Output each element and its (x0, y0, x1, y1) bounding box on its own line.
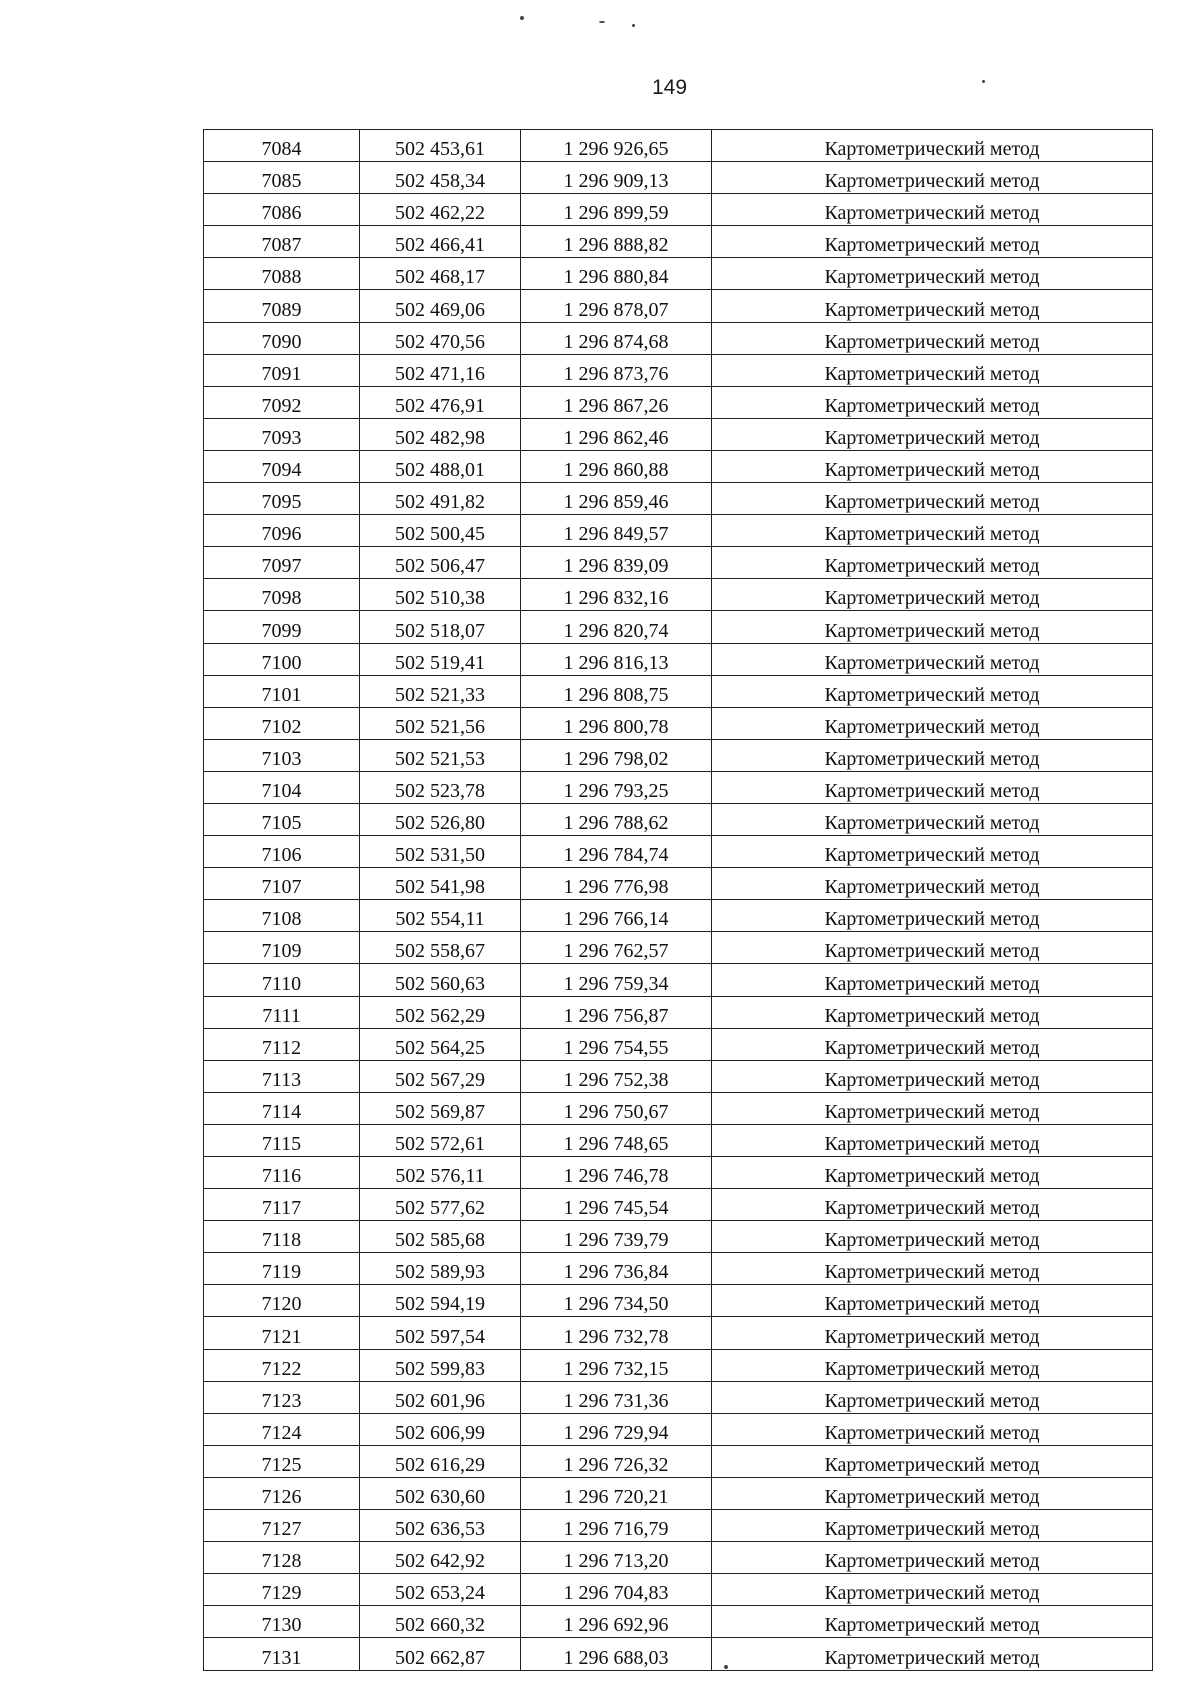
method-cell: Картометрический метод (712, 1060, 1153, 1092)
y-coordinate-cell: 1 296 726,32 (521, 1445, 712, 1477)
point-number-cell: 7104 (204, 771, 360, 803)
x-coordinate-cell: 502 523,78 (360, 771, 521, 803)
point-number-cell: 7097 (204, 547, 360, 579)
table-row (204, 1317, 1153, 1349)
table-row (204, 1221, 1153, 1253)
y-coordinate-cell: 1 296 899,59 (521, 194, 712, 226)
point-number-cell: 7120 (204, 1285, 360, 1317)
x-coordinate-cell: 502 560,63 (360, 964, 521, 996)
method-cell: Картометрический метод (712, 483, 1153, 515)
table-row (204, 1574, 1153, 1606)
method-cell: Картометрический метод (712, 1124, 1153, 1156)
y-coordinate-cell: 1 296 754,55 (521, 1028, 712, 1060)
x-coordinate-cell: 502 630,60 (360, 1477, 521, 1509)
method-cell: Картометрический метод (712, 996, 1153, 1028)
y-coordinate-cell: 1 296 756,87 (521, 996, 712, 1028)
method-cell: Картометрический метод (712, 1477, 1153, 1509)
method-cell: Картометрический метод (712, 1092, 1153, 1124)
point-number-cell: 7099 (204, 611, 360, 643)
table-row (204, 515, 1153, 547)
table-row (204, 1413, 1153, 1445)
method-cell: Картометрический метод (712, 611, 1153, 643)
method-cell: Картометрический метод (712, 579, 1153, 611)
method-cell: Картометрический метод (712, 836, 1153, 868)
x-coordinate-cell: 502 599,83 (360, 1349, 521, 1381)
table-row (204, 322, 1153, 354)
table-row (204, 1253, 1153, 1285)
x-coordinate-cell: 502 589,93 (360, 1253, 521, 1285)
y-coordinate-cell: 1 296 888,82 (521, 226, 712, 258)
point-number-cell: 7127 (204, 1510, 360, 1542)
y-coordinate-cell: 1 296 762,57 (521, 932, 712, 964)
point-number-cell: 7128 (204, 1542, 360, 1574)
x-coordinate-cell: 502 567,29 (360, 1060, 521, 1092)
table-row (204, 643, 1153, 675)
point-number-cell: 7114 (204, 1092, 360, 1124)
y-coordinate-cell: 1 296 860,88 (521, 450, 712, 482)
x-coordinate-cell: 502 653,24 (360, 1574, 521, 1606)
point-number-cell: 7108 (204, 900, 360, 932)
point-number-cell: 7111 (204, 996, 360, 1028)
method-cell: Картометрический метод (712, 162, 1153, 194)
x-coordinate-cell: 502 521,33 (360, 675, 521, 707)
point-number-cell: 7088 (204, 258, 360, 290)
x-coordinate-cell: 502 526,80 (360, 803, 521, 835)
method-cell: Картометрический метод (712, 739, 1153, 771)
point-number-cell: 7126 (204, 1477, 360, 1509)
point-number-cell: 7118 (204, 1221, 360, 1253)
y-coordinate-cell: 1 296 849,57 (521, 515, 712, 547)
method-cell: Картометрический метод (712, 450, 1153, 482)
y-coordinate-cell: 1 296 748,65 (521, 1124, 712, 1156)
y-coordinate-cell: 1 296 776,98 (521, 868, 712, 900)
point-number-cell: 7107 (204, 868, 360, 900)
x-coordinate-cell: 502 585,68 (360, 1221, 521, 1253)
y-coordinate-cell: 1 296 788,62 (521, 803, 712, 835)
method-cell: Картометрический метод (712, 1606, 1153, 1638)
table-row (204, 547, 1153, 579)
y-coordinate-cell: 1 296 878,07 (521, 290, 712, 322)
y-coordinate-cell: 1 296 734,50 (521, 1285, 712, 1317)
table-row (204, 1477, 1153, 1509)
method-cell: Картометрический метод (712, 1028, 1153, 1060)
table-row (204, 1349, 1153, 1381)
x-coordinate-cell: 502 564,25 (360, 1028, 521, 1060)
method-cell: Картометрический метод (712, 1638, 1153, 1670)
scan-speck (520, 16, 524, 20)
table-row (204, 1124, 1153, 1156)
y-coordinate-cell: 1 296 800,78 (521, 707, 712, 739)
x-coordinate-cell: 502 500,45 (360, 515, 521, 547)
y-coordinate-cell: 1 296 909,13 (521, 162, 712, 194)
point-number-cell: 7119 (204, 1253, 360, 1285)
point-number-cell: 7084 (204, 130, 360, 162)
method-cell: Картометрический метод (712, 707, 1153, 739)
table-row (204, 771, 1153, 803)
table-row (204, 130, 1153, 162)
x-coordinate-cell: 502 662,87 (360, 1638, 521, 1670)
point-number-cell: 7122 (204, 1349, 360, 1381)
point-number-cell: 7098 (204, 579, 360, 611)
y-coordinate-cell: 1 296 732,15 (521, 1349, 712, 1381)
point-number-cell: 7124 (204, 1413, 360, 1445)
method-cell: Картометрический метод (712, 675, 1153, 707)
point-number-cell: 7086 (204, 194, 360, 226)
point-number-cell: 7093 (204, 418, 360, 450)
method-cell: Картометрический метод (712, 1413, 1153, 1445)
y-coordinate-cell: 1 296 880,84 (521, 258, 712, 290)
y-coordinate-cell: 1 296 839,09 (521, 547, 712, 579)
y-coordinate-cell: 1 296 746,78 (521, 1157, 712, 1189)
x-coordinate-cell: 502 576,11 (360, 1157, 521, 1189)
table-row (204, 483, 1153, 515)
method-cell: Картометрический метод (712, 322, 1153, 354)
method-cell: Картометрический метод (712, 932, 1153, 964)
x-coordinate-cell: 502 506,47 (360, 547, 521, 579)
point-number-cell: 7113 (204, 1060, 360, 1092)
coordinates-table-body (204, 130, 1153, 1671)
y-coordinate-cell: 1 296 798,02 (521, 739, 712, 771)
table-row (204, 450, 1153, 482)
point-number-cell: 7112 (204, 1028, 360, 1060)
x-coordinate-cell: 502 660,32 (360, 1606, 521, 1638)
table-row (204, 611, 1153, 643)
method-cell: Картометрический метод (712, 1317, 1153, 1349)
x-coordinate-cell: 502 594,19 (360, 1285, 521, 1317)
x-coordinate-cell: 502 491,82 (360, 483, 521, 515)
point-number-cell: 7131 (204, 1638, 360, 1670)
table-row (204, 836, 1153, 868)
table-row (204, 386, 1153, 418)
y-coordinate-cell: 1 296 716,79 (521, 1510, 712, 1542)
x-coordinate-cell: 502 476,91 (360, 386, 521, 418)
method-cell: Картометрический метод (712, 1189, 1153, 1221)
x-coordinate-cell: 502 541,98 (360, 868, 521, 900)
table-row (204, 226, 1153, 258)
x-coordinate-cell: 502 510,38 (360, 579, 521, 611)
table-row (204, 1028, 1153, 1060)
table-row (204, 1606, 1153, 1638)
point-number-cell: 7094 (204, 450, 360, 482)
table-row (204, 194, 1153, 226)
table-row (204, 1189, 1153, 1221)
x-coordinate-cell: 502 470,56 (360, 322, 521, 354)
scan-speck (982, 80, 985, 83)
table-row (204, 1542, 1153, 1574)
table-row (204, 964, 1153, 996)
method-cell: Картометрический метод (712, 547, 1153, 579)
y-coordinate-cell: 1 296 739,79 (521, 1221, 712, 1253)
y-coordinate-cell: 1 296 704,83 (521, 1574, 712, 1606)
x-coordinate-cell: 502 458,34 (360, 162, 521, 194)
table-row (204, 1060, 1153, 1092)
method-cell: Картометрический метод (712, 1381, 1153, 1413)
table-row (204, 1510, 1153, 1542)
y-coordinate-cell: 1 296 784,74 (521, 836, 712, 868)
method-cell: Картометрический метод (712, 515, 1153, 547)
point-number-cell: 7125 (204, 1445, 360, 1477)
x-coordinate-cell: 502 521,56 (360, 707, 521, 739)
method-cell: Картометрический метод (712, 130, 1153, 162)
point-number-cell: 7091 (204, 354, 360, 386)
method-cell: Картометрический метод (712, 1445, 1153, 1477)
method-cell: Картометрический метод (712, 1285, 1153, 1317)
x-coordinate-cell: 502 488,01 (360, 450, 521, 482)
method-cell: Картометрический метод (712, 290, 1153, 322)
method-cell: Картометрический метод (712, 1574, 1153, 1606)
y-coordinate-cell: 1 296 867,26 (521, 386, 712, 418)
x-coordinate-cell: 502 466,41 (360, 226, 521, 258)
y-coordinate-cell: 1 296 759,34 (521, 964, 712, 996)
table-row (204, 803, 1153, 835)
table-row (204, 1092, 1153, 1124)
method-cell: Картометрический метод (712, 1157, 1153, 1189)
table-row (204, 1157, 1153, 1189)
y-coordinate-cell: 1 296 692,96 (521, 1606, 712, 1638)
table-row (204, 1285, 1153, 1317)
point-number-cell: 7102 (204, 707, 360, 739)
scan-speck (599, 21, 605, 23)
method-cell: Картометрический метод (712, 226, 1153, 258)
point-number-cell: 7129 (204, 1574, 360, 1606)
point-number-cell: 7092 (204, 386, 360, 418)
method-cell: Картометрический метод (712, 643, 1153, 675)
x-coordinate-cell: 502 518,07 (360, 611, 521, 643)
table-row (204, 900, 1153, 932)
method-cell: Картометрический метод (712, 1253, 1153, 1285)
x-coordinate-cell: 502 468,17 (360, 258, 521, 290)
method-cell: Картометрический метод (712, 868, 1153, 900)
x-coordinate-cell: 502 601,96 (360, 1381, 521, 1413)
point-number-cell: 7095 (204, 483, 360, 515)
y-coordinate-cell: 1 296 808,75 (521, 675, 712, 707)
y-coordinate-cell: 1 296 752,38 (521, 1060, 712, 1092)
point-number-cell: 7121 (204, 1317, 360, 1349)
y-coordinate-cell: 1 296 745,54 (521, 1189, 712, 1221)
method-cell: Картометрический метод (712, 386, 1153, 418)
y-coordinate-cell: 1 296 873,76 (521, 354, 712, 386)
point-number-cell: 7115 (204, 1124, 360, 1156)
point-number-cell: 7106 (204, 836, 360, 868)
x-coordinate-cell: 502 521,53 (360, 739, 521, 771)
method-cell: Картометрический метод (712, 803, 1153, 835)
table-row (204, 932, 1153, 964)
point-number-cell: 7100 (204, 643, 360, 675)
table-row (204, 1381, 1153, 1413)
table-row (204, 290, 1153, 322)
x-coordinate-cell: 502 482,98 (360, 418, 521, 450)
point-number-cell: 7096 (204, 515, 360, 547)
page-number: 149 (652, 76, 688, 99)
y-coordinate-cell: 1 296 731,36 (521, 1381, 712, 1413)
method-cell: Картометрический метод (712, 194, 1153, 226)
y-coordinate-cell: 1 296 729,94 (521, 1413, 712, 1445)
table-row (204, 579, 1153, 611)
table-row (204, 162, 1153, 194)
method-cell: Картометрический метод (712, 418, 1153, 450)
point-number-cell: 7130 (204, 1606, 360, 1638)
y-coordinate-cell: 1 296 820,74 (521, 611, 712, 643)
table-row (204, 739, 1153, 771)
table-row (204, 996, 1153, 1028)
x-coordinate-cell: 502 531,50 (360, 836, 521, 868)
x-coordinate-cell: 502 569,87 (360, 1092, 521, 1124)
table-row (204, 675, 1153, 707)
point-number-cell: 7105 (204, 803, 360, 835)
table-row (204, 258, 1153, 290)
method-cell: Картометрический метод (712, 1221, 1153, 1253)
x-coordinate-cell: 502 616,29 (360, 1445, 521, 1477)
x-coordinate-cell: 502 462,22 (360, 194, 521, 226)
table-row (204, 1638, 1153, 1670)
table-row (204, 868, 1153, 900)
y-coordinate-cell: 1 296 713,20 (521, 1542, 712, 1574)
y-coordinate-cell: 1 296 720,21 (521, 1477, 712, 1509)
x-coordinate-cell: 502 642,92 (360, 1542, 521, 1574)
method-cell: Картометрический метод (712, 1510, 1153, 1542)
point-number-cell: 7089 (204, 290, 360, 322)
y-coordinate-cell: 1 296 926,65 (521, 130, 712, 162)
x-coordinate-cell: 502 572,61 (360, 1124, 521, 1156)
y-coordinate-cell: 1 296 832,16 (521, 579, 712, 611)
method-cell: Картометрический метод (712, 964, 1153, 996)
method-cell: Картометрический метод (712, 1349, 1153, 1381)
y-coordinate-cell: 1 296 859,46 (521, 483, 712, 515)
x-coordinate-cell: 502 453,61 (360, 130, 521, 162)
y-coordinate-cell: 1 296 732,78 (521, 1317, 712, 1349)
y-coordinate-cell: 1 296 874,68 (521, 322, 712, 354)
method-cell: Картометрический метод (712, 771, 1153, 803)
method-cell: Картометрический метод (712, 258, 1153, 290)
x-coordinate-cell: 502 471,16 (360, 354, 521, 386)
x-coordinate-cell: 502 558,67 (360, 932, 521, 964)
x-coordinate-cell: 502 577,62 (360, 1189, 521, 1221)
y-coordinate-cell: 1 296 766,14 (521, 900, 712, 932)
y-coordinate-cell: 1 296 750,67 (521, 1092, 712, 1124)
method-cell: Картометрический метод (712, 354, 1153, 386)
point-number-cell: 7103 (204, 739, 360, 771)
point-number-cell: 7110 (204, 964, 360, 996)
y-coordinate-cell: 1 296 793,25 (521, 771, 712, 803)
point-number-cell: 7090 (204, 322, 360, 354)
x-coordinate-cell: 502 636,53 (360, 1510, 521, 1542)
x-coordinate-cell: 502 519,41 (360, 643, 521, 675)
x-coordinate-cell: 502 606,99 (360, 1413, 521, 1445)
point-number-cell: 7116 (204, 1157, 360, 1189)
x-coordinate-cell: 502 597,54 (360, 1317, 521, 1349)
table-row (204, 354, 1153, 386)
y-coordinate-cell: 1 296 688,03 (521, 1638, 712, 1670)
scan-speck (632, 24, 635, 27)
point-number-cell: 7123 (204, 1381, 360, 1413)
y-coordinate-cell: 1 296 862,46 (521, 418, 712, 450)
point-number-cell: 7101 (204, 675, 360, 707)
x-coordinate-cell: 502 562,29 (360, 996, 521, 1028)
table-row (204, 418, 1153, 450)
point-number-cell: 7109 (204, 932, 360, 964)
method-cell: Картометрический метод (712, 900, 1153, 932)
table-row (204, 1445, 1153, 1477)
coordinates-table (203, 129, 1153, 1671)
table-row (204, 707, 1153, 739)
point-number-cell: 7117 (204, 1189, 360, 1221)
x-coordinate-cell: 502 469,06 (360, 290, 521, 322)
method-cell: Картометрический метод (712, 1542, 1153, 1574)
x-coordinate-cell: 502 554,11 (360, 900, 521, 932)
point-number-cell: 7085 (204, 162, 360, 194)
point-number-cell: 7087 (204, 226, 360, 258)
y-coordinate-cell: 1 296 736,84 (521, 1253, 712, 1285)
y-coordinate-cell: 1 296 816,13 (521, 643, 712, 675)
